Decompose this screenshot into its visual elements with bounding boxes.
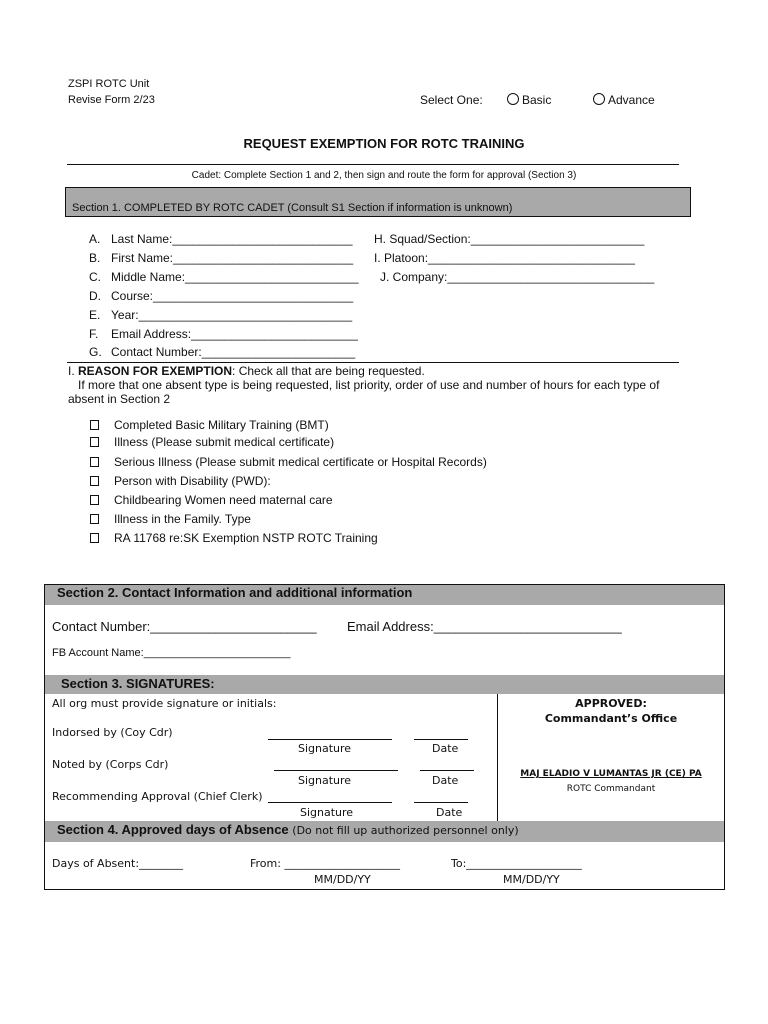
signatures-intro: All org must provide signature or initials:	[52, 697, 277, 710]
field-middle-name[interactable]	[89, 270, 359, 284]
field-label: Middle Name:__________________________	[111, 270, 359, 284]
date-caption: Date	[432, 742, 459, 755]
select-one-label: Select One:	[420, 93, 483, 107]
approved-label: APPROVED:	[575, 697, 647, 710]
reason-heading-line	[68, 364, 425, 378]
field-label: Course:______________________________	[111, 289, 354, 303]
checkbox-icon[interactable]	[90, 457, 99, 467]
checkbox-icon[interactable]	[90, 514, 99, 524]
date-line[interactable]	[420, 770, 474, 771]
commandant-title: ROTC Commandant	[566, 784, 656, 794]
field-label: H. Squad/Section:__________________________	[374, 232, 645, 246]
option-advance-label: Advance	[608, 93, 655, 107]
signature-line[interactable]	[268, 802, 392, 803]
section1-divider	[67, 362, 679, 363]
signature-line[interactable]	[274, 770, 398, 771]
title-divider	[67, 164, 679, 165]
advance-radio-icon[interactable]	[593, 93, 605, 105]
section4-header	[45, 821, 724, 842]
date-caption: Date	[436, 806, 463, 819]
reason-label: Illness (Please submit medical certificate)	[114, 435, 335, 449]
field-letter: F.	[89, 327, 99, 341]
email-address-field[interactable]: Email Address:__________________________	[347, 619, 622, 634]
commandant-office: Commandant’s Office	[544, 712, 678, 725]
section1-header	[65, 187, 691, 217]
from-date-format: MM/DD/YY	[314, 873, 371, 886]
reason-item-family-illness[interactable]	[90, 512, 251, 526]
signature-caption: Signature	[300, 806, 354, 819]
reason-label: Person with Disability (PWD):	[114, 474, 271, 488]
field-squad-section[interactable]	[374, 232, 644, 246]
option-basic[interactable]	[507, 93, 551, 107]
field-company[interactable]	[380, 270, 654, 284]
reason-item-childbearing[interactable]	[90, 493, 333, 507]
instruction-text: Cadet: Complete Section 1 and 2, then sign and route the form for approval (Section 3)	[191, 170, 577, 181]
basic-radio-icon[interactable]	[507, 93, 519, 105]
reason-prefix: I.	[68, 364, 75, 378]
section4-note: (Do not fill up authorized personnel only)	[292, 824, 519, 837]
recommending-approval-label: Recommending Approval (Chief Clerk)	[52, 790, 263, 803]
signature-line[interactable]	[268, 739, 392, 740]
reason-label: RA 11768 re:SK Exemption NSTP ROTC Training	[114, 531, 378, 545]
indorsed-by-label: Indorsed by (Coy Cdr)	[52, 726, 173, 739]
reason-heading: REASON FOR EXEMPTION	[78, 364, 233, 378]
reason-note-line2: absent in Section 2	[68, 392, 171, 406]
reason-label: Serious Illness (Please submit medical certificate or Hospital Records)	[114, 455, 487, 469]
date-line[interactable]	[414, 802, 468, 803]
section3-header	[45, 675, 724, 694]
field-letter: C.	[89, 270, 101, 284]
field-label: Last Name:___________________________	[111, 232, 353, 246]
field-label: Year:________________________________	[111, 308, 353, 322]
date-line[interactable]	[414, 739, 468, 740]
field-label: Email Address:_________________________	[111, 327, 358, 341]
reason-label: Completed Basic Military Training (BMT)	[114, 418, 329, 432]
to-date-format: MM/DD/YY	[503, 873, 560, 886]
checkbox-icon[interactable]	[90, 437, 99, 447]
section3-heading: Section 3. SIGNATURES:	[61, 676, 215, 691]
days-of-absent-field[interactable]: Days of Absent:________	[52, 857, 184, 870]
field-letter: G.	[89, 345, 102, 359]
field-label: Contact Number:_______________________	[111, 345, 356, 359]
option-advance[interactable]	[593, 93, 655, 107]
reason-item-bmt[interactable]	[90, 418, 329, 432]
checkbox-icon[interactable]	[90, 533, 99, 543]
field-first-name[interactable]	[89, 251, 353, 265]
reason-item-serious-illness[interactable]	[90, 455, 487, 469]
checkbox-icon[interactable]	[90, 476, 99, 486]
reason-note-line1: If more that one absent type is being requested, list priority, order of use and number of hours for each type of	[78, 378, 660, 392]
field-letter: B.	[89, 251, 101, 265]
contact-number-field[interactable]: Contact Number:_______________________	[52, 619, 317, 634]
field-label: First Name:___________________________	[111, 251, 354, 265]
section1-heading: Section 1. COMPLETED BY ROTC CADET (Consult S1 Section if information is unknown)	[72, 202, 513, 214]
commandant-name: MAJ ELADIO V LUMANTAS JR (CE) PA	[520, 769, 702, 779]
field-last-name[interactable]	[89, 232, 353, 246]
checkbox-icon[interactable]	[90, 495, 99, 505]
reason-item-ra11768[interactable]	[90, 531, 378, 545]
section2-heading: Section 2. Contact Information and additional information	[57, 585, 413, 600]
field-year[interactable]	[89, 308, 352, 322]
field-letter: E.	[89, 308, 101, 322]
reason-label: Childbearing Women need maternal care	[114, 493, 333, 507]
form-title: REQUEST EXEMPTION FOR ROTC TRAINING	[243, 136, 525, 151]
field-label: J. Company:_______________________________	[380, 270, 655, 284]
signature-caption: Signature	[298, 742, 352, 755]
field-contact-number[interactable]	[89, 345, 355, 359]
noted-by-label: Noted by (Corps Cdr)	[52, 758, 169, 771]
reason-label: Illness in the Family. Type	[114, 512, 251, 526]
field-letter: D.	[89, 289, 101, 303]
field-letter: A.	[89, 232, 101, 246]
section2-header	[45, 585, 724, 605]
option-basic-label: Basic	[522, 93, 552, 107]
field-email[interactable]	[89, 327, 358, 341]
section4-heading: Section 4. Approved days of Absence	[57, 822, 289, 837]
field-course[interactable]	[89, 289, 353, 303]
field-label: I. Platoon:_______________________________	[374, 251, 635, 265]
checkbox-icon[interactable]	[90, 420, 99, 430]
field-platoon[interactable]	[374, 251, 635, 265]
date-caption: Date	[432, 774, 459, 787]
reason-item-pwd[interactable]	[90, 474, 271, 488]
unit-name: ZSPI ROTC Unit	[68, 78, 150, 90]
reason-instruction: : Check all that are being requested.	[232, 364, 425, 378]
revision-label: Revise Form 2/23	[68, 94, 155, 106]
to-date-field[interactable]: To:_____________________	[451, 857, 582, 870]
signature-caption: Signature	[298, 774, 352, 787]
reason-item-illness[interactable]	[90, 435, 334, 449]
from-date-field[interactable]: From: _____________________	[250, 857, 400, 870]
fb-account-field[interactable]: FB Account Name:________________________	[52, 647, 291, 659]
